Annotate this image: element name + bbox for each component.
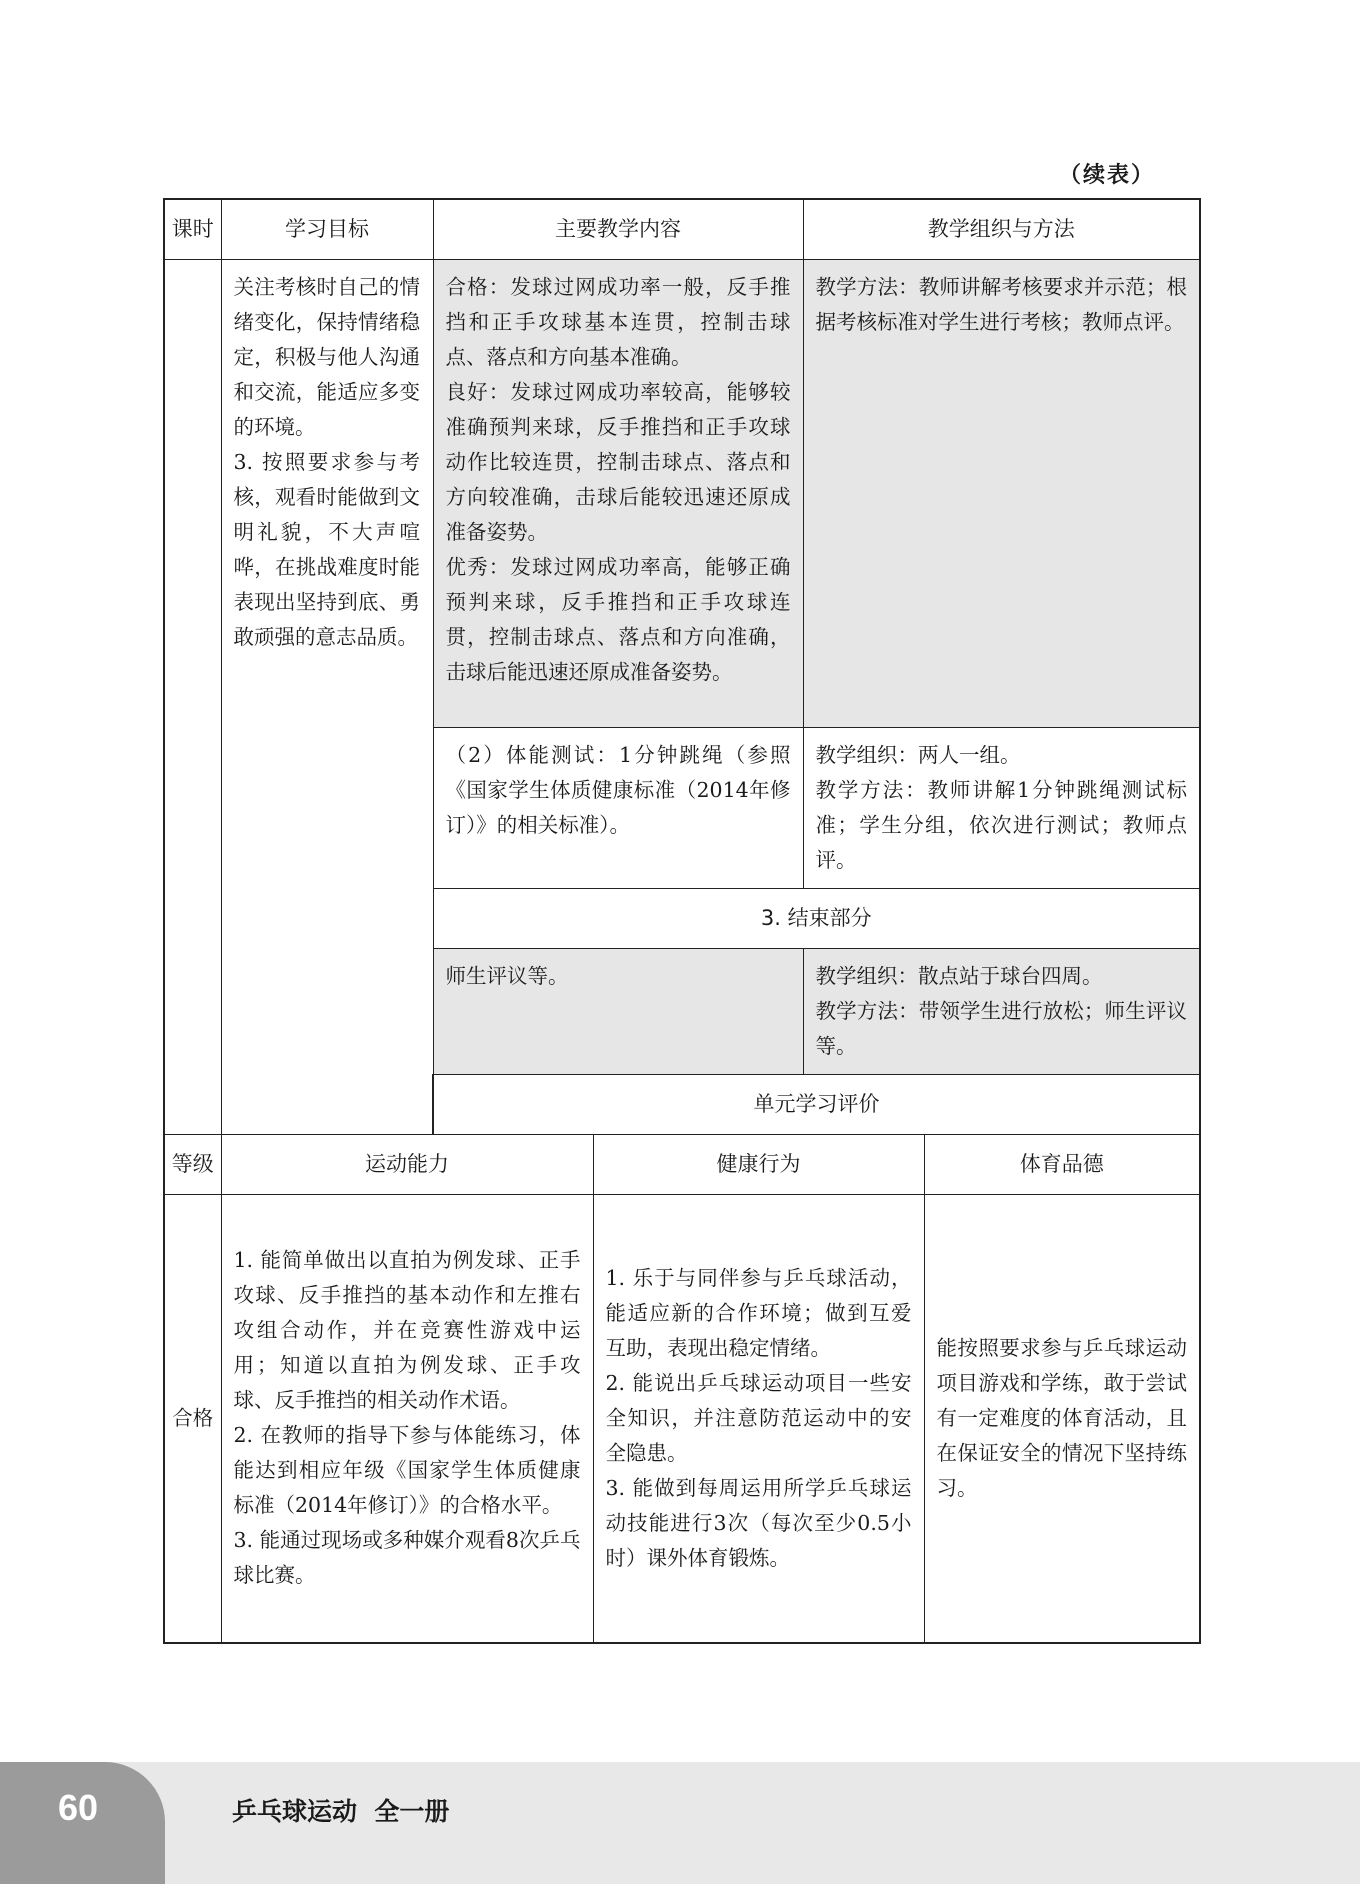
period-cell (164, 260, 221, 1135)
goals-text: 关注考核时自己的情绪变化，保持情绪稳定，积极与他人沟通和交流，能适应多变的环境。 3. 按照要求参与考核，观看时能做到文明礼貌，不大声喧哗，在挑战难度时能表现出坚持到底、勇敢顽强的意志品质。 (221, 260, 433, 1135)
eval-motor-text: 1. 能简单做出以直拍为例发球、正手攻球、反手推挡的基本动作和左推右攻组合动作，并在竞赛性游戏中运用；知道以直拍为例发球、正手攻球、反手推挡的相关动作术语。 2. 在教师的指导下参与体能练习，体能达到相应年级《国家学生体质健康标准（2014年修订）》的合格水平。 3. 能通过现场或多种媒介观看8次乒乓球比赛。 (221, 1195, 593, 1643)
eval-header-motor: 运动能力 (221, 1135, 593, 1195)
header-goals: 学习目标 (221, 199, 433, 260)
header-period: 课时 (164, 199, 221, 260)
book-title: 乒乓球运动 全一册 (232, 1797, 450, 1826)
continued-label: （续表） (1058, 163, 1155, 188)
method-cell-end: 教学组织：散点站于球台四周。 教学方法：带领学生进行放松；师生评议等。 (803, 949, 1200, 1075)
page-number: 60 (58, 1787, 99, 1828)
eval-character-text: 能按照要求参与乒乓球运动项目游戏和学练，敢于尝试有一定难度的体育活动，且在保证安全的情况下坚持练习。 (924, 1195, 1200, 1643)
header-content: 主要教学内容 (433, 199, 803, 260)
eval-header-level: 等级 (164, 1135, 221, 1195)
content-cell-assessment: 合格：发球过网成功率一般，反手推挡和正手攻球基本连贯，控制击球点、落点和方向基本准确。 良好：发球过网成功率较高，能够较准确预判来球，反手推挡和正手攻球动作比较连贯，控制击球点、落点和方向较准确，击球后能较迅速还原成准备姿势。 优秀：发球过网成功率高，能够正确预判来球，反手推挡和正手攻球连贯，控制击球点、落点和方向准确，击球后能迅速还原成准备姿势。 (433, 260, 803, 728)
eval-health-text: 1. 乐于与同伴参与乒乓球活动，能适应新的合作环境；做到互爱互助，表现出稳定情绪。 2. 能说出乒乓球运动项目一些安全知识，并注意防范运动中的安全隐患。 3. 能做到每周运用所学乒乓球运动技能进行3次（每次至少0.5小时）课外体育锻炼。 (593, 1195, 924, 1643)
content-cell-end: 师生评议等。 (433, 949, 803, 1075)
end-section-title: 3. 结束部分 (433, 889, 1200, 949)
eval-header-character: 体育品德 (924, 1135, 1200, 1195)
eval-header-health: 健康行为 (593, 1135, 924, 1195)
content-cell-fitness: （2）体能测试：1分钟跳绳（参照《国家学生体质健康标准（2014年修订）》的相关标准）。 (433, 728, 803, 889)
evaluation-title: 单元学习评价 (433, 1075, 1200, 1135)
eval-level-pass: 合格 (164, 1195, 221, 1643)
lesson-plan-table (163, 198, 1201, 1644)
method-cell-fitness: 教学组织：两人一组。 教学方法：教师讲解1分钟跳绳测试标准；学生分组，依次进行测试；教师点评。 (803, 728, 1200, 889)
header-method: 教学组织与方法 (803, 199, 1200, 260)
method-cell-assessment: 教学方法：教师讲解考核要求并示范；根据考核标准对学生进行考核；教师点评。 (803, 260, 1200, 728)
footer-bar (0, 1762, 1360, 1884)
